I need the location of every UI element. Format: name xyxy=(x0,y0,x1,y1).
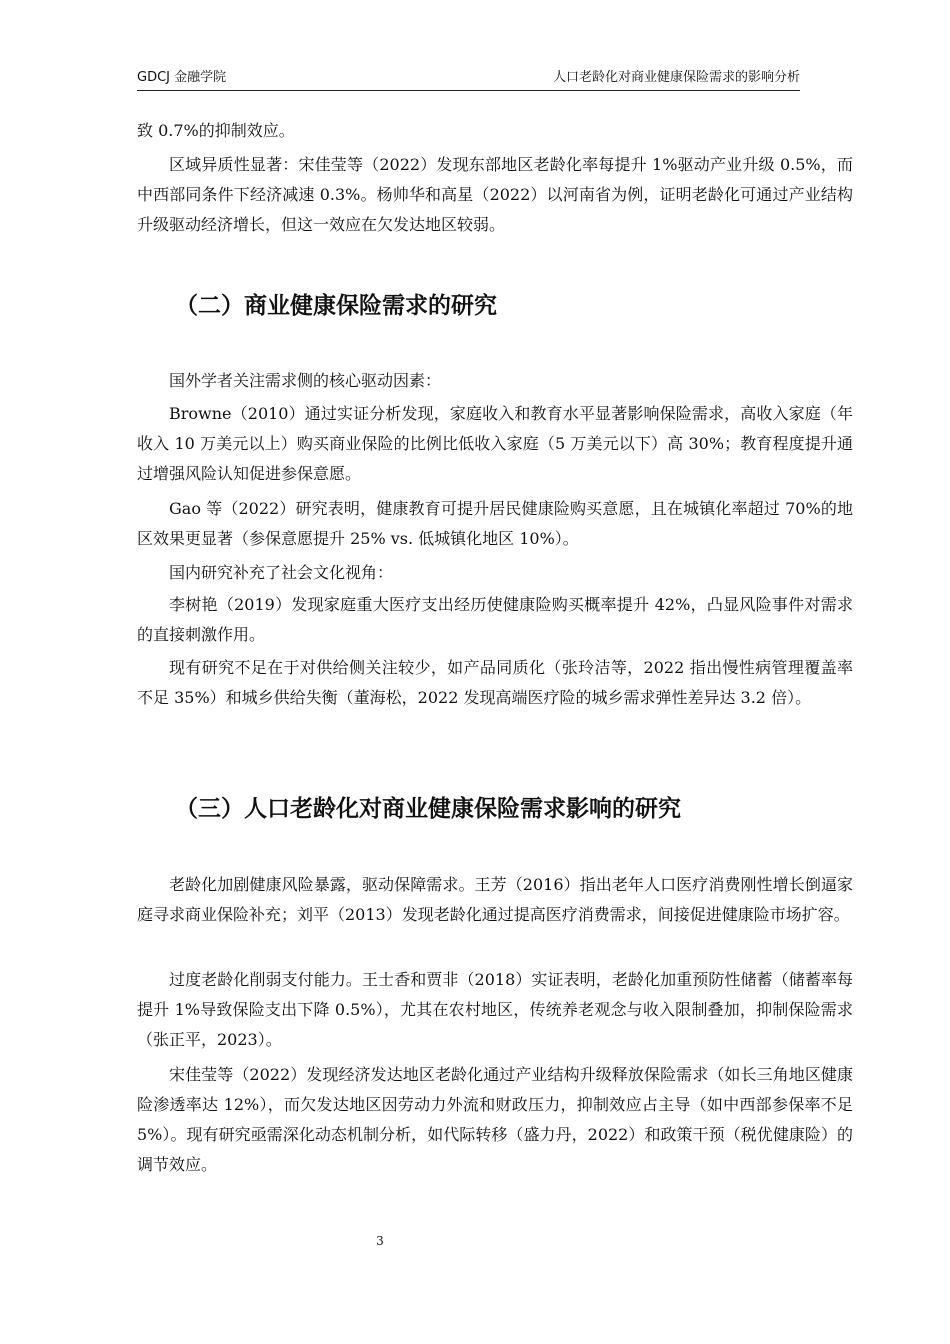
paragraph-continuation: 致 0.7%的抑制效应。 xyxy=(137,121,295,140)
paragraph-li-shuyan: 李树艳（2019）发现家庭重大医疗支出经历使健康险购买概率提升 42%，凸显风险事件对需求的直接刺激作用。 xyxy=(137,595,853,644)
paragraph-regional-heterogeneity: 区域异质性显著：宋佳莹等（2022）发现东部地区老龄化率每提升 1%驱动产业升级 0.5%，而中西部同条件下经济减速 0.3%。杨帅华和高星（2022）以河南省为例，证明老龄化可通过产业结构升级驱动经济增长，但这一效应在欠发达地区较弱。 xyxy=(137,155,853,234)
paragraph-browne: Browne（2010）通过实证分析发现，家庭收入和教育水平显著影响保险需求，高收入家庭（年收入 10 万美元以上）购买商业保险的比例比低收入家庭（5 万美元以下）高 30%；教育程度提升通过增强风险认知促进参保意愿。 xyxy=(137,404,853,483)
section-heading-2: （二）商业健康保险需求的研究 xyxy=(175,293,497,319)
header-institution: GDCJ 金融学院 xyxy=(137,70,227,85)
page-number: 3 xyxy=(376,1234,384,1248)
paragraph-regional-effects: 宋佳莹等（2022）发现经济发达地区老龄化通过产业结构升级释放保险需求（如长三角地区健康险渗透率达 12%），而欠发达地区因劳动力外流和财政压力，抑制效应占主导（如中西部参保率不足 5%）。现有研究亟需深化动态机制分析，如代际转移（盛力丹，2022）和政策干预（税优健康险）的调节效应。 xyxy=(137,1065,853,1174)
header-document-title: 人口老龄化对商业健康保险需求的影响分析 xyxy=(552,70,800,85)
paragraph-domestic-research: 国内研究补充了社会文化视角： xyxy=(169,563,394,582)
page-header xyxy=(137,68,800,91)
paragraph-research-gaps: 现有研究不足在于对供给侧关注较少，如产品同质化（张玲洁等，2022 指出慢性病管理覆盖率不足 35%）和城乡供给失衡（董海松，2022 发现高端医疗险的城乡需求弹性差异达 3.2 倍）。 xyxy=(137,658,853,707)
section-heading-3: （三）人口老龄化对商业健康保险需求影响的研究 xyxy=(175,796,681,822)
paragraph-excessive-aging: 过度老龄化削弱支付能力。王士香和贾非（2018）实证表明，老龄化加重预防性储蓄（储蓄率每提升 1%导致保险支出下降 0.5%），尤其在农村地区，传统养老观念与收入限制叠加，抑制保险需求（张正平，2023）。 xyxy=(137,970,853,1049)
paragraph-aging-risk: 老龄化加剧健康风险暴露，驱动保障需求。王芳（2016）指出老年人口医疗消费刚性增长倒逼家庭寻求商业保险补充；刘平（2013）发现老龄化通过提高医疗消费需求，间接促进健康险市场扩容。 xyxy=(137,875,853,924)
paragraph-foreign-scholars: 国外学者关注需求侧的核心驱动因素： xyxy=(169,371,442,390)
paragraph-gao: Gao 等（2022）研究表明，健康教育可提升居民健康险购买意愿，且在城镇化率超过 70%的地区效果更显著（参保意愿提升 25% vs. 低城镇化地区 10%）。 xyxy=(137,499,853,548)
